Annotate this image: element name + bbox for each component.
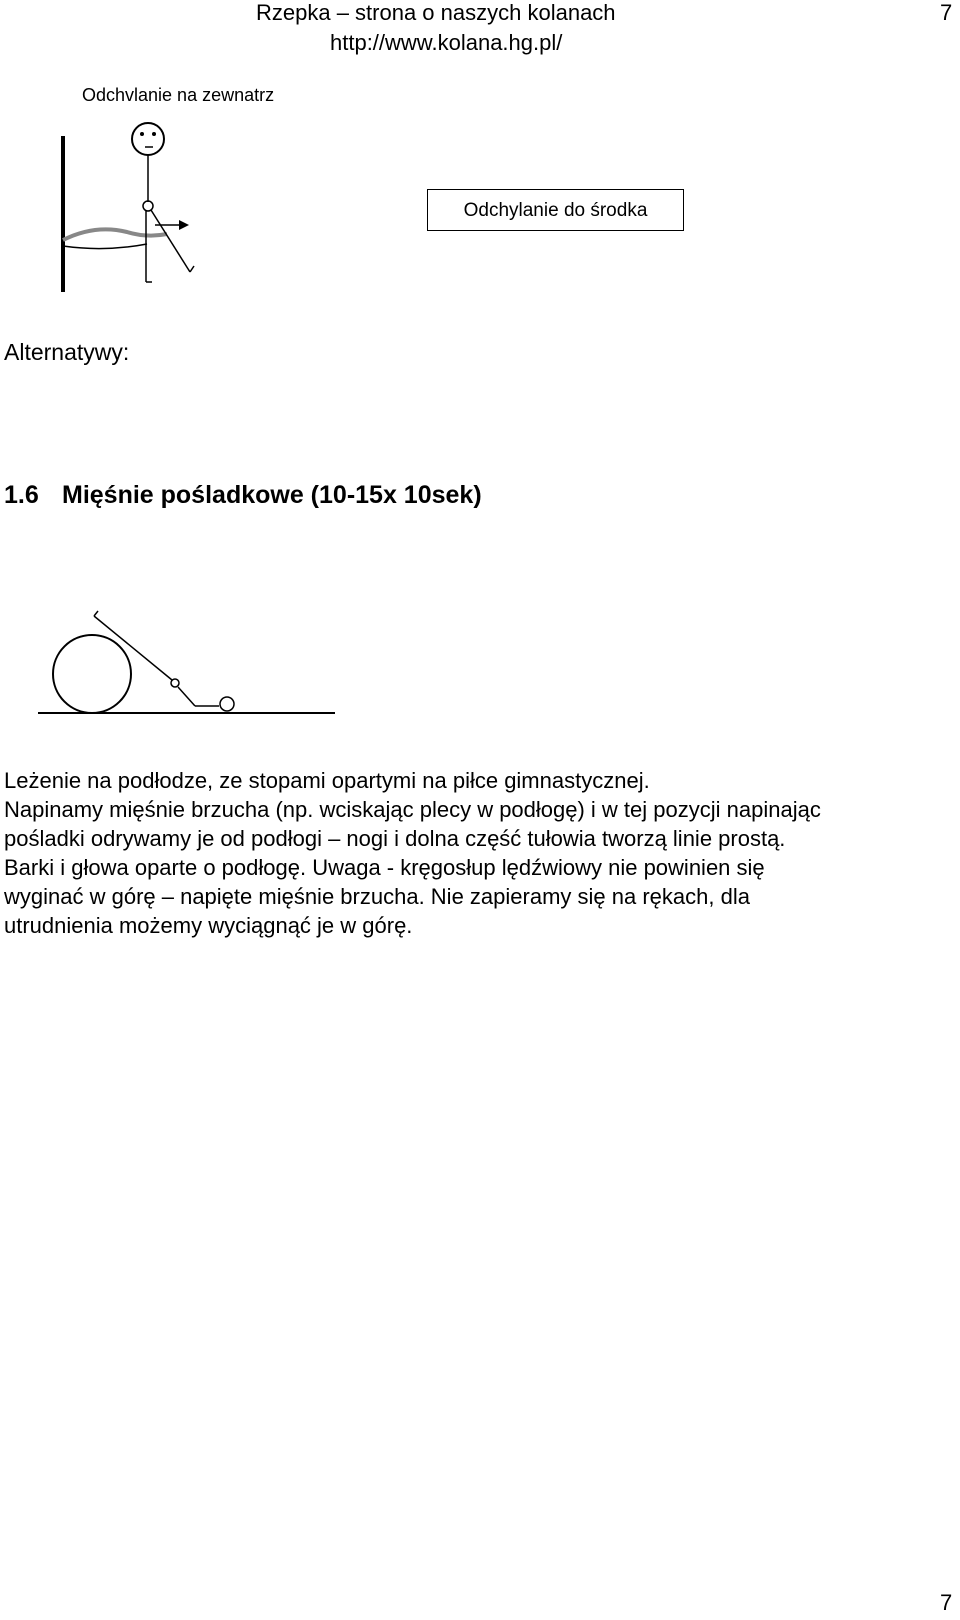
instructions-line: Leżenie na podłodze, ze stopami opartymi na piłce gimnastycznej. xyxy=(4,768,650,793)
page-number-top: 7 xyxy=(940,0,953,25)
header-title: Rzepka – strona o naszych kolanach xyxy=(256,0,616,25)
direction-arrow-head xyxy=(179,220,189,230)
figure-torso xyxy=(178,687,195,706)
glute-bridge-figure xyxy=(30,610,340,720)
instructions-line: pośladki odrywamy je od podłogi – nogi i dolna część tułowia tworzą linie prostą. xyxy=(4,826,786,851)
header-url[interactable]: http://www.kolana.hg.pl/ xyxy=(330,30,563,55)
instructions-line: utrudnienia możemy wyciągnąć je w górę. xyxy=(4,913,413,938)
elastic-band xyxy=(63,229,167,240)
figure-knee-joint xyxy=(171,679,179,687)
page-number-bottom: 7 xyxy=(940,1590,953,1615)
instructions-line: Napinamy mięśnie brzucha (np. wciskając plecy w podłogę) i w tej pozycji napinając xyxy=(4,797,821,822)
figure-foot xyxy=(94,611,98,616)
figure-hip-joint xyxy=(143,201,153,211)
section-number: 1.6 xyxy=(4,481,39,509)
inward-label-box: Odchylanie do środka xyxy=(427,189,684,231)
elastic-band-lower xyxy=(63,244,147,249)
section-title: Mięśnie pośladkowe (10-15x 10sek) xyxy=(62,481,482,509)
hip-abduction-figure xyxy=(55,120,215,300)
instructions-line: Barki i głowa oparte o podłogę. Uwaga - kręgosłup lędźwiowy nie powinien się xyxy=(4,855,765,880)
figure-moving-leg xyxy=(151,210,190,272)
figure-leg xyxy=(94,616,172,680)
alternatives-label: Alternatywy: xyxy=(4,339,130,365)
figure-head xyxy=(132,123,164,155)
gym-ball xyxy=(53,635,131,713)
figure-eye-left xyxy=(140,132,144,136)
section-heading xyxy=(4,480,482,510)
figure-moving-foot xyxy=(190,266,194,272)
outward-label: Odchvlanie na zewnatrz xyxy=(82,85,275,105)
figure-eye-right xyxy=(152,132,156,136)
instructions-text xyxy=(4,766,934,940)
instructions-line: wyginać w górę – napięte mięśnie brzucha. Nie zapieramy się na rękach, dla xyxy=(4,884,750,909)
figure-head xyxy=(220,697,234,711)
